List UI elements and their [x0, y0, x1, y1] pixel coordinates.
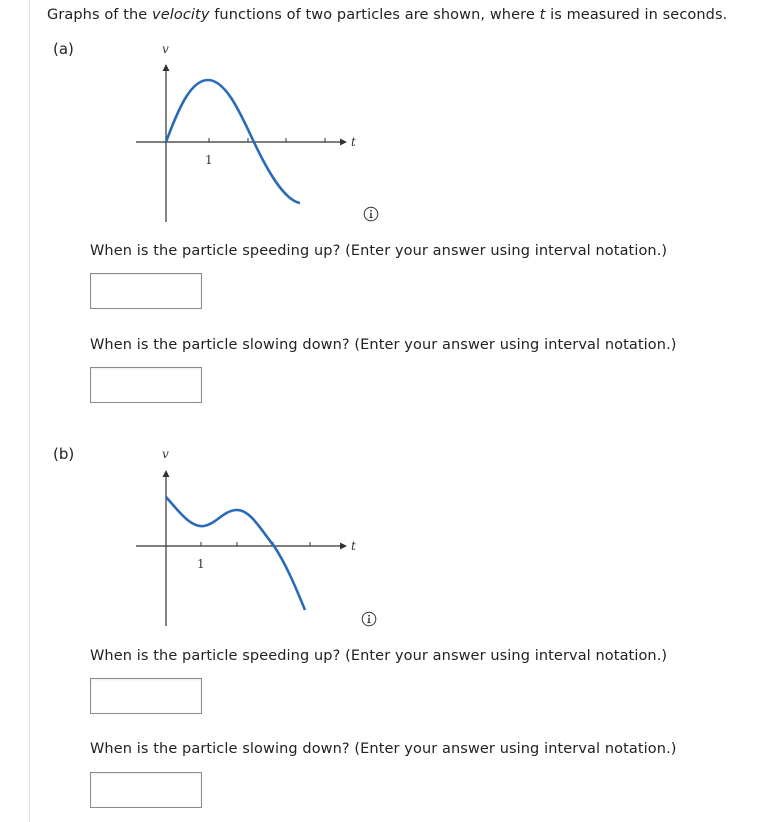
part-a-speeding-answer-input[interactable]	[90, 273, 202, 309]
tick-label-1: 1	[205, 153, 213, 167]
part-b-velocity-graph	[128, 448, 368, 658]
part-b-slowing-question: When is the particle slowing down? (Enter your answer using interval notation.)	[90, 741, 677, 757]
x-axis-arrow	[340, 543, 347, 550]
y-axis-arrow	[163, 64, 170, 71]
intro-text-2: functions of two particles are shown, where	[209, 7, 540, 23]
part-a-slowing-question: When is the particle slowing down? (Enter your answer using interval notation.)	[90, 337, 677, 353]
part-b-speeding-answer-input[interactable]	[90, 678, 202, 714]
part-b-speeding-question: When is the particle speeding up? (Enter your answer using interval notation.)	[90, 648, 668, 664]
intro-text-3: is measured in seconds.	[545, 7, 728, 23]
y-axis-arrow	[163, 470, 170, 477]
problem-statement	[47, 7, 727, 23]
x-axis-label: t	[351, 135, 356, 149]
intro-text-1: Graphs of the	[47, 7, 153, 23]
left-border	[29, 0, 30, 822]
part-a-velocity-graph	[128, 40, 368, 250]
part-a-label: (a)	[53, 40, 74, 58]
part-a-speeding-question: When is the particle speeding up? (Enter your answer using interval notation.)	[90, 243, 668, 259]
intro-emphasis-t: t	[539, 7, 546, 23]
part-b-slowing-answer-input[interactable]	[90, 772, 202, 808]
info-circle-icon[interactable]	[361, 611, 377, 627]
x-axis-arrow	[340, 139, 347, 146]
y-axis-label: v	[162, 42, 169, 56]
y-axis-label: v	[162, 448, 169, 461]
info-circle-icon[interactable]	[363, 206, 379, 222]
x-axis-label: t	[351, 539, 356, 553]
part-a-slowing-answer-input[interactable]	[90, 367, 202, 403]
velocity-curve	[166, 497, 305, 610]
part-b-label: (b)	[53, 445, 75, 463]
intro-emphasis-velocity: velocity	[152, 7, 210, 23]
tick-label-1: 1	[197, 557, 205, 571]
